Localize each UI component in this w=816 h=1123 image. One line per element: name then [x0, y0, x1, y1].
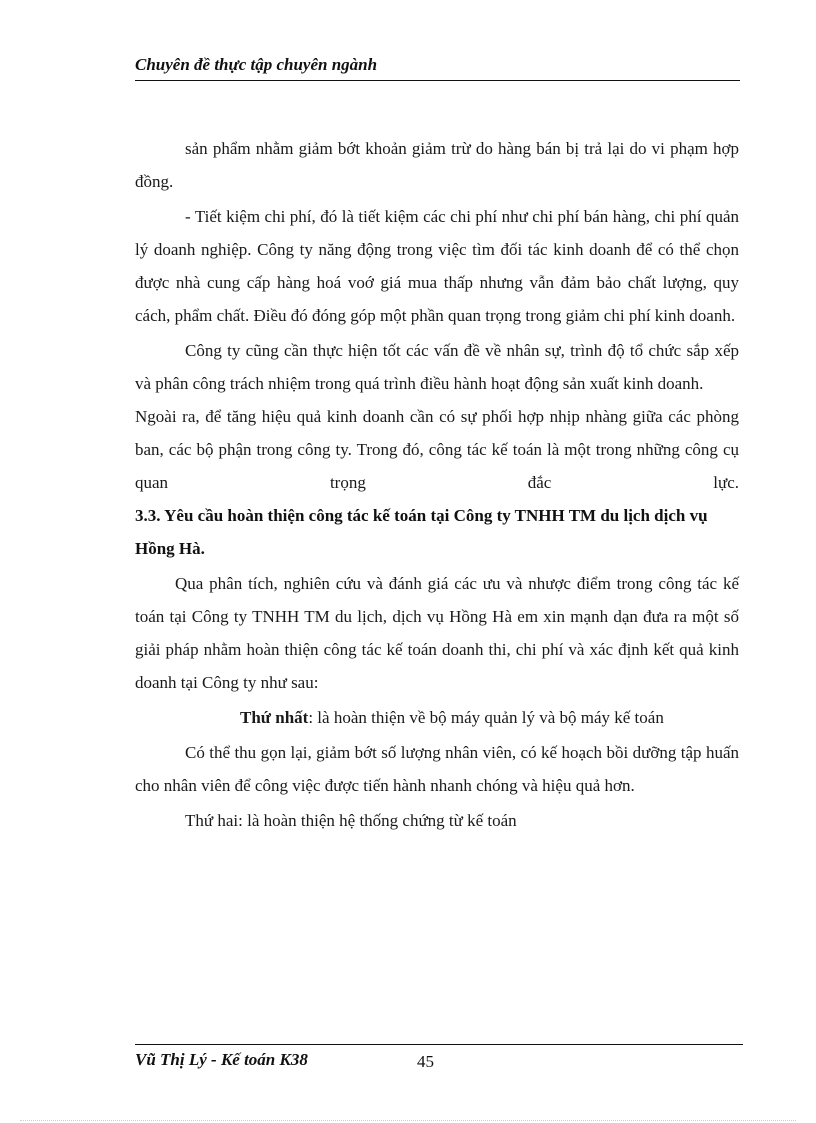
page-footer	[135, 1044, 743, 1075]
page-header	[135, 52, 740, 81]
page-number: 45	[417, 1052, 434, 1071]
page-body	[135, 132, 739, 837]
header-title: Chuyên đề thực tập chuyên ngành	[135, 55, 378, 74]
paragraph-6-label: Thứ nhất	[240, 708, 309, 727]
page-edge-divider	[20, 1120, 796, 1121]
paragraph-4: Ngoài ra, để tăng hiệu quả kinh doanh cần có sự phối hợp nhịp nhàng giữa các phòng ban, các bộ phận trong công ty. Trong đó, công tác kế toán là một trong những công cụ quan trọng đắc lực.	[135, 407, 739, 492]
paragraph-2: - Tiết kiệm chi phí, đó là tiết kiệm các chi phí như chi phí bán hàng, chi phí quản lý doanh nghiệp. Công ty năng động trong việc tìm đối tác kinh doanh để có thể chọn được nhà cung cấp hàng hoá voớ giá mua thấp nhưng vẫn đảm bảo chất lượng, quy cách, phẩm chất. Điều đó đóng góp một phần quan trọng trong giảm chi phí kinh doanh.	[135, 207, 739, 325]
paragraph-7: Có thể thu gọn lại, giảm bớt số lượng nhân viên, có kế hoạch bồi dưỡng tập huấn cho nhân viên để công việc được tiến hành nhanh chóng và hiệu quả hơn.	[135, 743, 739, 795]
footer-author: Vũ Thị Lý - Kế toán K38	[135, 1050, 308, 1069]
paragraph-6-text: : là hoàn thiện về bộ máy quản lý và bộ máy kế toán	[308, 708, 664, 727]
paragraph-3: Công ty cũng cần thực hiện tốt các vấn đề về nhân sự, trình độ tổ chức sắp xếp và phân công trách nhiệm trong quá trình điều hành hoạt động sản xuất kinh doanh.	[135, 341, 739, 393]
paragraph-1: sản phẩm nhằm giảm bớt khoản giảm trừ do hàng bán bị trả lại do vi phạm hợp đồng.	[135, 139, 739, 191]
section-heading: 3.3. Yêu cầu hoàn thiện công tác kế toán tại Công ty TNHH TM du lịch dịch vụ Hồng Hà.	[135, 506, 708, 558]
paragraph-8: Thứ hai: là hoàn thiện hệ thống chứng từ kế toán	[185, 811, 517, 830]
paragraph-5: Qua phân tích, nghiên cứu và đánh giá các ưu và nhược điểm trong công tác kế toán tại Công ty TNHH TM du lịch, dịch vụ Hồng Hà em xin mạnh dạn đưa ra một số giải pháp nhằm hoàn thiện công tác kế toán doanh thi, chi phí và xác định kết quả kinh doanh tại Công ty như sau:	[135, 574, 739, 692]
paragraph-6	[135, 701, 739, 734]
